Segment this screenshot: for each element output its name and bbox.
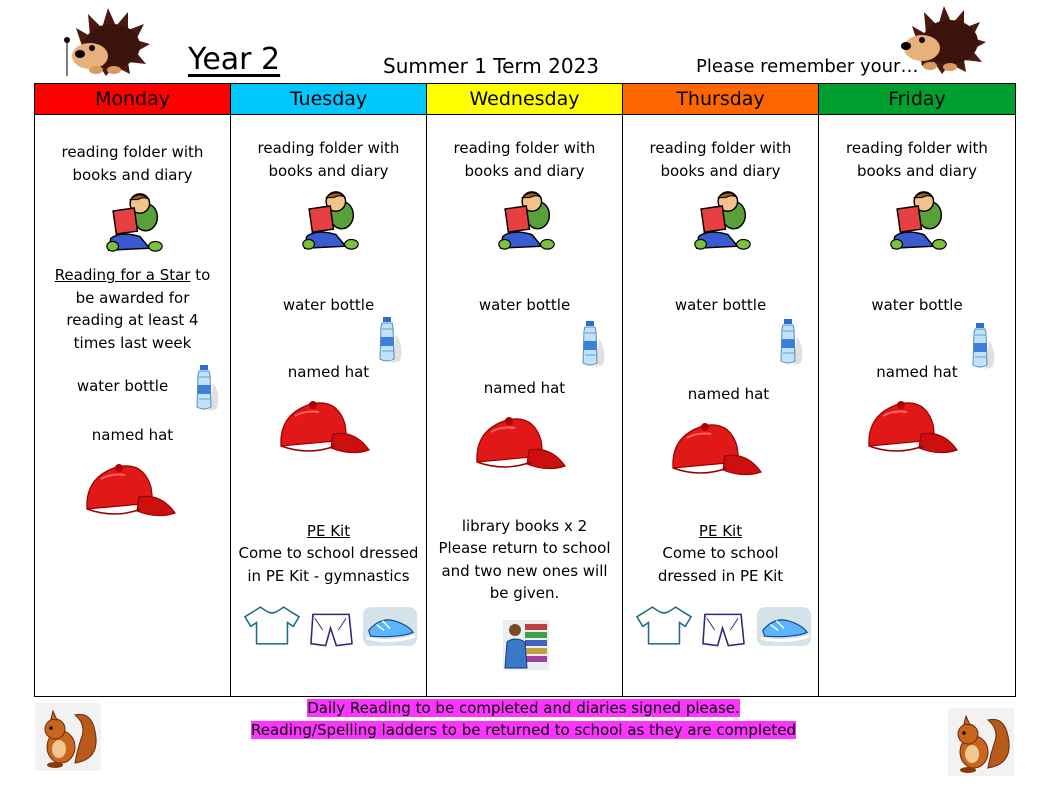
red-cap-icon xyxy=(863,394,958,464)
reading-star-text xyxy=(35,264,230,354)
weekly-planner-table xyxy=(34,83,1016,697)
pe-kit-text: Come to school dressed in PE Kit xyxy=(657,544,784,585)
water-bottle-icon xyxy=(775,317,805,367)
reading-star-rest: to be awarded for reading at least 4 times last week xyxy=(66,266,211,352)
water-bottle-text: water bottle xyxy=(674,296,767,314)
water-bottle-text: water bottle xyxy=(871,296,963,314)
library-books-text: library books x 2 xyxy=(461,517,588,535)
tshirt-icon xyxy=(635,603,693,647)
named-hat-text: named hat xyxy=(287,363,370,381)
term-label: Summer 1 Term 2023 xyxy=(383,54,600,78)
water-bottle-text: water bottle xyxy=(76,377,169,395)
reading-folder-text: reading folder with books and diary xyxy=(257,139,400,180)
footer-line-2: Reading/Spelling ladders to be returned to school as they are completed xyxy=(251,721,796,739)
reading-folder-text: reading folder with books and diary xyxy=(453,139,596,180)
library-icon xyxy=(501,618,551,673)
reading-boy-icon xyxy=(297,185,365,255)
red-cap-icon xyxy=(667,416,762,486)
water-bottle-icon xyxy=(374,315,404,365)
water-bottle-text: water bottle xyxy=(282,296,375,314)
day-header-wednesday: Wednesday xyxy=(427,84,623,115)
pe-kit-title: PE Kit xyxy=(698,522,743,540)
library-note-text: Please return to school and two new ones will be given. xyxy=(438,539,611,602)
named-hat-text: named hat xyxy=(483,379,566,397)
named-hat-text: named hat xyxy=(876,363,958,381)
named-hat-text: named hat xyxy=(91,426,174,444)
reading-boy-icon xyxy=(885,185,953,255)
day-cell-friday xyxy=(819,115,1016,697)
footer-line-1: Daily Reading to be completed and diaries signed please. xyxy=(307,699,740,717)
trainers-icon xyxy=(361,605,419,649)
day-header-monday: Monday xyxy=(35,84,231,115)
hedgehog-icon-left xyxy=(62,6,152,76)
day-header-thursday: Thursday xyxy=(623,84,819,115)
water-bottle-text: water bottle xyxy=(478,296,571,314)
pe-kit-text: Come to school dressed in PE Kit - gymnastics xyxy=(238,544,419,585)
tshirt-icon xyxy=(243,603,301,647)
day-header-tuesday: Tuesday xyxy=(231,84,427,115)
water-bottle-icon xyxy=(191,363,221,413)
red-cap-icon xyxy=(81,457,176,527)
reading-folder-text: reading folder with books and diary xyxy=(61,143,204,184)
red-cap-icon xyxy=(471,410,566,480)
pe-kit-title: PE Kit xyxy=(306,522,351,540)
shorts-icon xyxy=(309,610,353,650)
reading-boy-icon xyxy=(101,187,169,257)
reading-folder-text: reading folder with books and diary xyxy=(846,139,988,180)
day-header-friday: Friday xyxy=(819,84,1016,115)
reading-boy-icon xyxy=(689,185,757,255)
trainers-icon xyxy=(755,605,813,649)
day-cell-monday xyxy=(35,115,231,697)
reading-boy-icon xyxy=(493,185,561,255)
red-cap-icon xyxy=(275,394,370,464)
squirrel-icon-right xyxy=(948,708,1014,776)
remember-label: Please remember your… xyxy=(696,56,919,77)
named-hat-text: named hat xyxy=(687,385,770,403)
page-title: Year 2 xyxy=(188,42,281,77)
water-bottle-icon xyxy=(577,319,607,369)
footer-notes xyxy=(0,698,1047,741)
day-cell-wednesday xyxy=(427,115,623,697)
day-cell-thursday xyxy=(623,115,819,697)
reading-star-title: Reading for a Star xyxy=(54,266,191,284)
day-cell-tuesday xyxy=(231,115,427,697)
squirrel-icon-left xyxy=(35,703,101,771)
shorts-icon xyxy=(701,610,745,650)
reading-folder-text: reading folder with books and diary xyxy=(649,139,792,180)
